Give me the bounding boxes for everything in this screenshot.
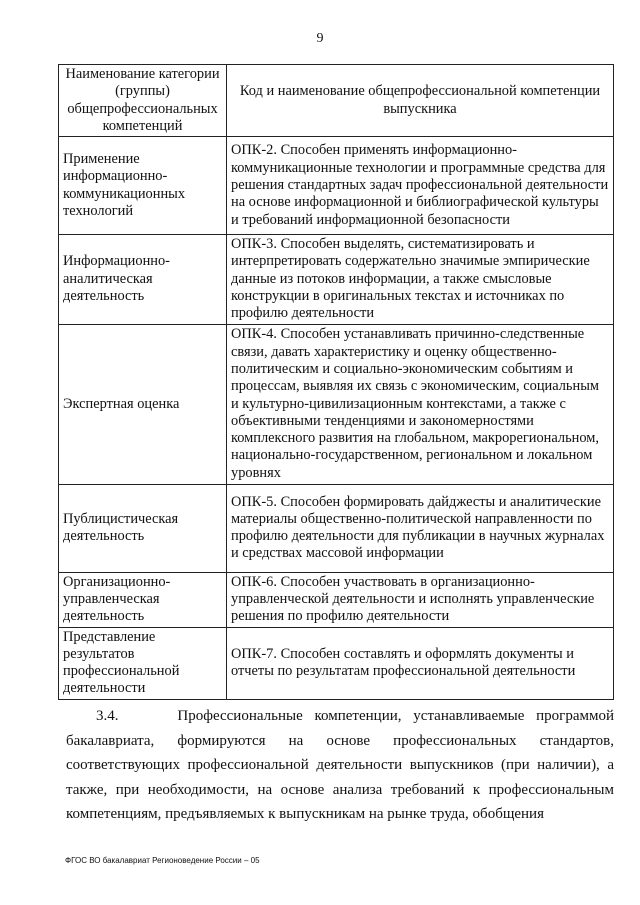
table-row bbox=[59, 627, 614, 699]
paragraph-number: 3.4. bbox=[96, 708, 119, 724]
category-cell: Публицистическая деятельность bbox=[59, 484, 227, 572]
table-row bbox=[59, 572, 614, 627]
competence-cell: ОПК-3. Способен выделять, систематизировать и интерпретировать содержательно значимые эмпирические данные из потоков информации, а также смысловые конструкции в оригинальных текстах и источниках по профилю деятельности bbox=[227, 235, 614, 324]
table-row bbox=[59, 137, 614, 235]
competence-cell: ОПК-4. Способен устанавливать причинно-следственные связи, давать характеристику и оценку общественно-политическим и социально-экономическим событиям и процессам, выявляя их связь с экономическим, социальным и культурно-цивилизационным контекстами, а также с объективными тенденциями и закономерностями комплексного развития на глобальном, макрорегиональном, национально-государственном, региональном и локальном уровнях bbox=[227, 324, 614, 484]
table-row bbox=[59, 235, 614, 324]
competencies-table bbox=[58, 64, 614, 700]
category-cell: Организационно-управленческая деятельность bbox=[59, 572, 227, 627]
header-competence: Код и наименование общепрофессиональной компетенции выпускника bbox=[227, 65, 614, 137]
table-header-row bbox=[59, 65, 614, 137]
competence-cell: ОПК-6. Способен участвовать в организационно-управленческой деятельности и исполнять управленческие решения по профилю деятельности bbox=[227, 572, 614, 627]
footer-text: ФГОС ВО бакалавриат Регионоведение России – 05 bbox=[65, 856, 260, 865]
category-cell: Применение информационно-коммуникационных технологий bbox=[59, 137, 227, 235]
paragraph-text: Профессиональные компетенции, устанавливаемые программой бакалавриата, формируются на основе профессиональных стандартов, соответствующих профессиональной деятельности выпускников (при наличии), а также, при необходимости, на основе анализа требований к профессиональным компетенциям, предъявляемых к выпускникам на рынке труда, обобщения bbox=[66, 708, 614, 822]
category-cell: Информационно-аналитическая деятельность bbox=[59, 235, 227, 324]
header-category: Наименование категории (группы) общепрофессиональных компетенций bbox=[59, 65, 227, 137]
table-row bbox=[59, 324, 614, 484]
competence-cell: ОПК-2. Способен применять информационно-коммуникационные технологии и программные средства для решения стандартных задач профессиональной деятельности на основе информационной и библиографической культуры и требований информационной безопасности bbox=[227, 137, 614, 235]
table-row bbox=[59, 484, 614, 572]
category-cell: Представление результатов профессиональной деятельности bbox=[59, 627, 227, 699]
section-paragraph bbox=[66, 704, 614, 827]
category-cell: Экспертная оценка bbox=[59, 324, 227, 484]
competence-cell: ОПК-7. Способен составлять и оформлять документы и отчеты по результатам профессиональной деятельности bbox=[227, 627, 614, 699]
page-number: 9 bbox=[316, 31, 324, 46]
competence-cell: ОПК-5. Способен формировать дайджесты и аналитические материалы общественно-политической направленности по профилю деятельности для публикации в научных журналах и средствах массовой информации bbox=[227, 484, 614, 572]
